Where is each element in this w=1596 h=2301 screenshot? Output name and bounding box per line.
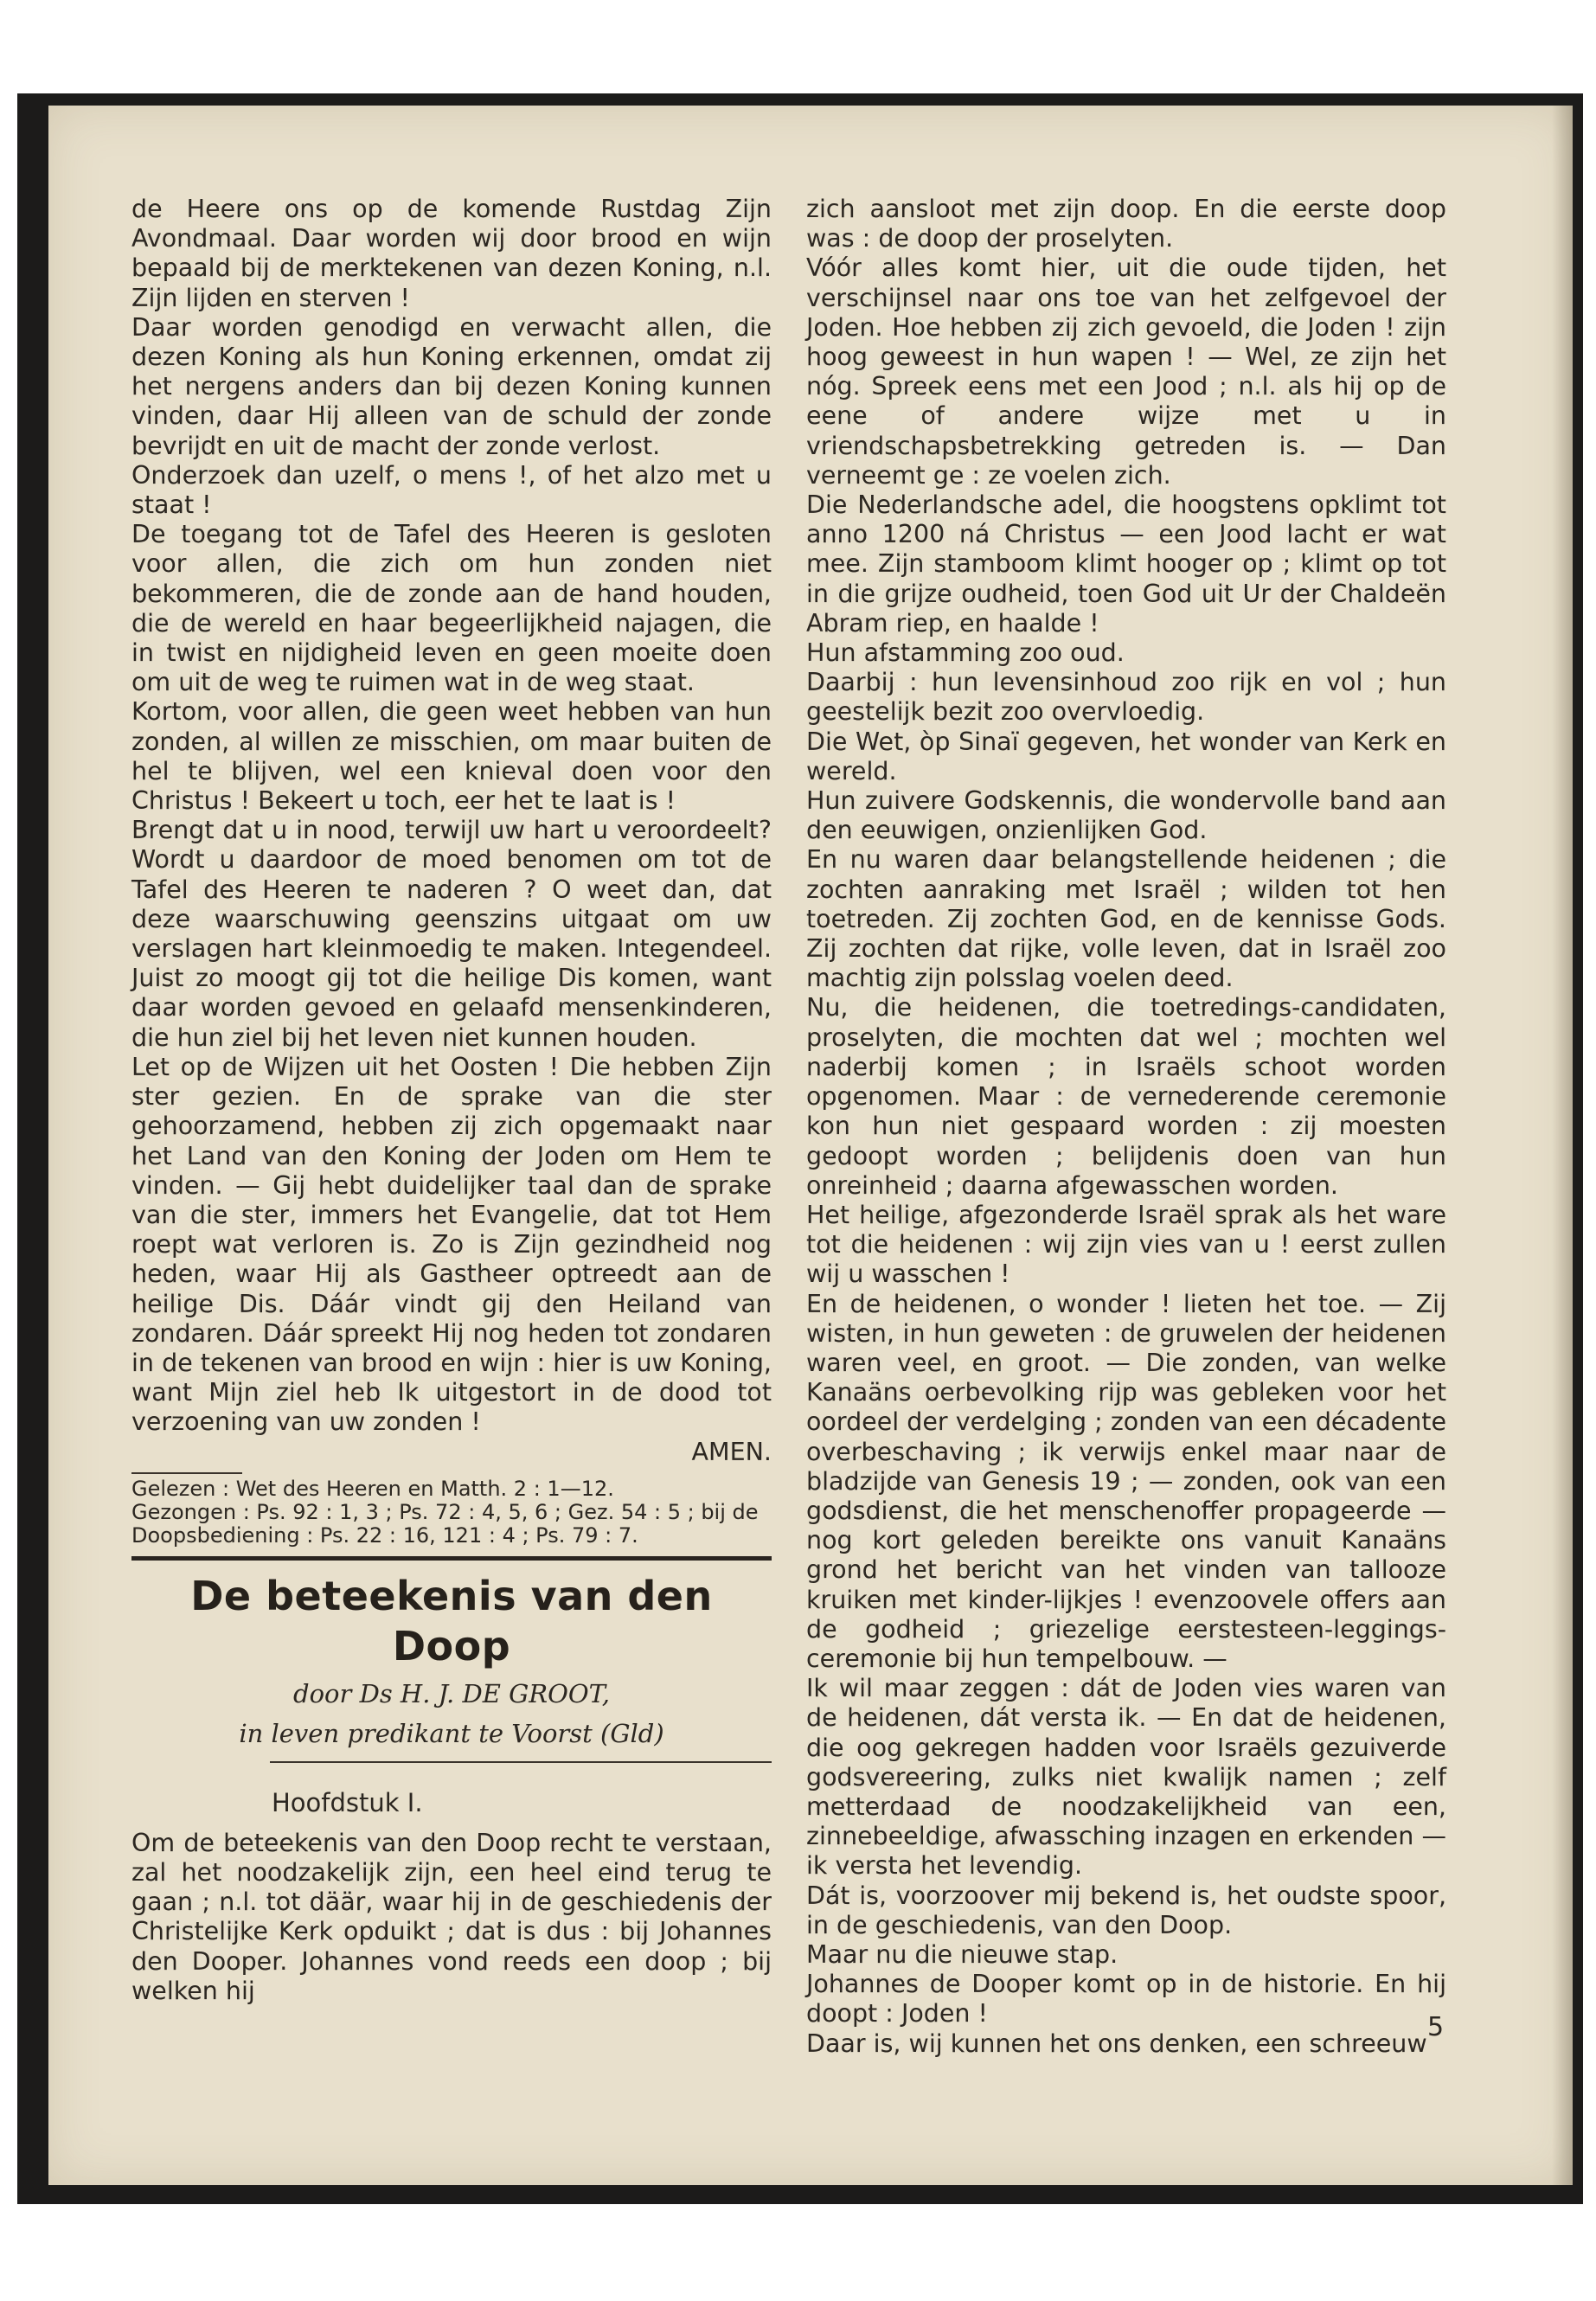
scripture-read: Gelezen : Wet des Heeren en Matth. 2 : 1—12. — [131, 1476, 614, 1501]
divider-short — [131, 1472, 242, 1474]
article-paragraph: zich aansloot met zijn doop. En die eerste doop was : de doop der proselyten. — [806, 195, 1446, 253]
divider-heavy — [131, 1556, 772, 1561]
article-paragraph: Daarbij : hun levensinhoud zoo rijk en vol ; hun geestelijk bezit zoo overvloedig. — [806, 668, 1446, 727]
article-paragraph: Het heilige, afgezonderde Israël sprak als het ware tot die heidenen : wij zijn vies van u ! eerst zullen wij u wasschen ! — [806, 1200, 1446, 1289]
article-paragraph: Die Nederlandsche adel, die hoogstens opklimt tot anno 1200 ná Christus — een Jood lacht er wat mee. Zijn stamboom klimt hooger op ; klimt op tot in die grijze oudheid, toen God uit Ur der Chaldeën Abram riep, en haalde ! — [806, 490, 1446, 638]
article-paragraph: En de heidenen, o wonder ! lieten het toe. — Zij wisten, in hun geweten : de gruwelen der heidenen waren veel, en groot. — Die zonden, van welke Kanaäns oerbevolking rijp was gebleken voor het oordeel der verdelging ; zonden van een décadente overbeschaving ; ik verwijs enkel maar naar de bladzijde van Genesis 19 ; — zonden, ook van een godsdienst, die het menschenoffer propageerde — nog kort geleden bereikte ons vanuit Kanaäns grond het bericht van het vinden van tallooze kruiken met kinder-lijkjes ! evenzoovele offers aan de godheid ; griezelige eerstesteen-leggings-ceremonie bij hun tempelbouw. — — [806, 1289, 1446, 1673]
right-column — [806, 195, 1446, 2059]
author-line: door Ds H. J. DE GROOT, — [293, 1678, 610, 1708]
article-paragraph: Die Wet, òp Sinaï gegeven, het wonder van Kerk en wereld. — [806, 727, 1446, 785]
amen-closing: AMEN. — [691, 1437, 772, 1466]
article-paragraph: Nu, die heidenen, die toetredings-candidaten, proselyten, die mochten dat wel ; mochten wel naderbij komen ; in Israëls schoot worden opgenomen. Maar : de vernederende ceremonie kon hun niet gespaard worden : zij moesten gedoopt worden ; belijdenis doen van hun onreinheid ; daarna afgewasschen worden. — [806, 993, 1446, 1200]
sermon-paragraph: Brengt dat u in nood, terwijl uw hart u veroordeelt? Wordt u daardoor de moed benomen om tot de Tafel des Heeren te naderen ? O weet dan, dat deze waarschuwing geenszins uitgaat om uw verslagen hart kleinmoedig te maken. Integendeel. Juist zo moogt gij tot die heilige Dis komen, want daar worden gevoed en gelaafd mensenkinderen, die hun ziel bij het leven niet kunnen houden. — [131, 816, 772, 1052]
article-paragraph: Hun afstamming zoo oud. — [806, 638, 1125, 668]
sermon-paragraph: De toegang tot de Tafel des Heeren is gesloten voor allen, die zich om hun zonden niet bekommeren, die de zonde aan de hand houden, die de wereld en haar begeerlijkheid najagen, die in twist en nijdigheid leven en geen moeite doen om uit de weg te ruimen wat in de weg staat. — [131, 520, 772, 697]
hymns-sung: Gezongen : Ps. 92 : 1, 3 ; Ps. 72 : 4, 5, 6 ; Gez. 54 : 5 ; bij de Doopsbediening : Ps. 22 : 16, 121 : 4 ; Ps. 79 : 7. — [131, 1499, 759, 1548]
article-paragraph: Dát is, voorzoover mij bekend is, het oudste spoor, in de geschiedenis, van den Doop. — [806, 1881, 1446, 1939]
left-column — [131, 195, 772, 2006]
article-paragraph: Vóór alles komt hier, uit die oude tijden, het verschijnsel naar ons toe van het zelfgevoel der Joden. Hoe hebben zij zich gevoeld, die Joden ! zijn hoog geweest in hun wapen ! — Wel, ze zijn het nóg. Spreek eens met een Jood ; n.l. als hij op de eene of andere wijze met u in vriendschapsbetrekking getreden is. — Dan verneemt ge : ze voelen zich. — [806, 253, 1446, 490]
sermon-paragraph: Let op de Wijzen uit het Oosten ! Die hebben Zijn ster gezien. En de sprake van die ster gehoorzamend, hebben zij zich opgemaakt naar het Land van den Koning der Joden om Hem te vinden. — Gij hebt duidelijker taal dan de sprake van die ster, immers het Evangelie, dat tot Hem roept wat verloren is. Zo is Zijn gezindheid nog heden, waar Hij als Gastheer optreedt aan de heilige Dis. Dáár vindt gij den Heiland van zondaren. Dáár spreekt Hij nog heden tot zondaren in de tekenen van brood en wijn : hier is uw Koning, want Mijn ziel heb Ik uitgestort in de dood tot verzoening van uw zonden ! — [131, 1052, 772, 1437]
article-paragraph: Ik wil maar zeggen : dát de Joden vies waren van de heidenen, dát versta ik. — En dat de heidenen, die oog gekregen hadden voor Israëls gezuiverde godsvereering, zulks niet kwalijk namen ; zelf metterdaad de noodzakelijkheid van een, zinnebeeldige, afwassching inzagen en erkenden — ik versta het levendig. — [806, 1674, 1446, 1881]
article-paragraph: Johannes de Dooper komt op in de historie. En hij doopt : Joden ! — [806, 1970, 1446, 2029]
article-paragraph: Hun zuivere Godskennis, die wondervolle band aan den eeuwigen, onzienlijken God. — [806, 786, 1446, 845]
sermon-paragraph: Daar worden genodigd en verwacht allen, die dezen Koning als hun Koning erkennen, omdat zij het nergens anders dan bij dezen Koning kunnen vinden, daar Hij alleen van de schuld der zonde bevrijdt en uit de macht der zonde verlost. — [131, 312, 772, 460]
article-title: De beteekenis van den Doop — [190, 1572, 713, 1670]
article-paragraph: Daar is, wij kunnen het ons denken, een schreeuw — [806, 2029, 1427, 2058]
chapter-heading: Hoofdstuk I. — [272, 1787, 423, 1817]
article-paragraph: Maar nu die nieuwe stap. — [806, 1939, 1118, 1969]
sermon-paragraph: Kortom, voor allen, die geen weet hebben van hun zonden, al willen ze misschien, om maar buiten de hel te blijven, wel een knieval doen voor den Christus ! Bekeert u toch, eer het te laat is ! — [131, 697, 772, 816]
sermon-paragraph: de Heere ons op de komende Rustdag Zijn Avondmaal. Daar worden wij door brood en wijn bepaald bij de merktekenen van dezen Koning, n.l. Zijn lijden en sterven ! — [131, 195, 772, 312]
page-number: 5 — [1427, 2012, 1445, 2042]
page-edge-shadow — [1552, 106, 1573, 2185]
article-paragraph: Om de beteekenis van den Doop recht te verstaan, zal het noodzakelijk zijn, een heel eind terug te gaan ; n.l. tot däär, waar hij in de geschiedenis der Christelijke Kerk opduikt ; dat is dus : bij Johannes den Dooper. Johannes vond reeds een doop ; bij welken hij — [131, 1828, 772, 2005]
divider-mid — [270, 1761, 772, 1763]
author-subtitle: in leven predikant te Voorst (Gld) — [239, 1718, 664, 1748]
article-paragraph: En nu waren daar belangstellende heidenen ; die zochten aanraking met Israël ; wilden tot hen toetreden. Zij zochten God, en de kennisse Gods. Zij zochten dat rijke, volle leven, dat in Israël zoo machtig zijn polsslag voelen deed. — [806, 845, 1446, 993]
sermon-paragraph: Onderzoek dan uzelf, o mens !, of het alzo met u staat ! — [131, 460, 772, 520]
